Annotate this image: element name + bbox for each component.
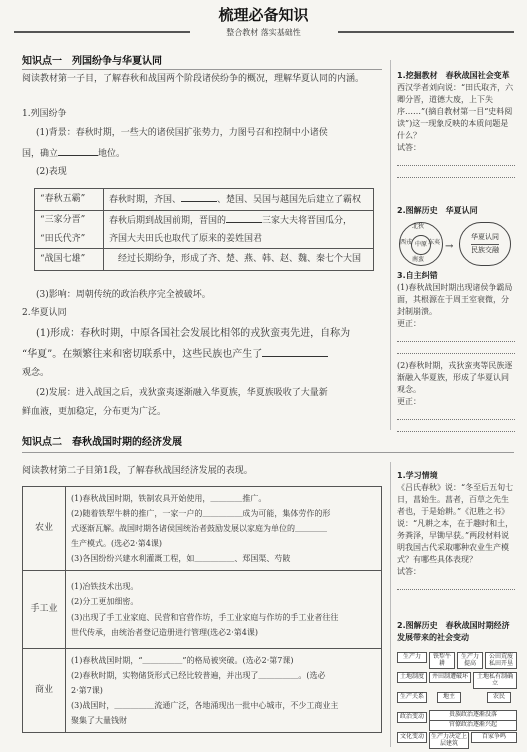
center-circle: 中原: [411, 235, 431, 255]
fill-blank[interactable]: [181, 192, 217, 202]
page-subtitle: 整合教材 落实基础性: [226, 28, 301, 37]
sidebar-box-3: 3.自主纠错 (1)春秋战国时期出现诸侯争霸局面，其根源在于周王室衰微，分封制崩溃。 更正： (2)春秋时期，戎狄蛮夷等民族逐渐融入华夏族，形成了华夏认同观念。 更正：: [397, 270, 515, 432]
kp1-table: [34, 188, 374, 271]
table-cell: 经过长期纷争，形成了齐、楚、燕、韩、赵、魏、秦七个大国: [104, 249, 374, 271]
kp1-s1-1a: (1)背景：春秋时期，一些大的诸侯国扩张势力，力图号召和控制中小诸侯: [36, 128, 328, 138]
kp1-intro: 阅读教材第一子目，了解春秋和战国两个阶段诸侯纷争的概况，理解华夏认同的内涵。: [22, 74, 365, 84]
kp1-s1-2: (2)表现: [36, 167, 67, 177]
fill-blank[interactable]: [262, 347, 328, 357]
kp1-s2-1c: 观念。: [22, 368, 50, 378]
huaxia-diagram: 北狄 南蛮 西戎 东夷 中原 → 华夏认同 民族交融: [397, 220, 517, 268]
fill-blank[interactable]: [226, 213, 262, 223]
kp1-s1-1-line2: 国，确立 地位。: [22, 146, 125, 161]
kp1-s1-3: (3)影响：周朝传统的政治秩序完全被破坏。: [36, 290, 211, 300]
kp1-s2-1-line2: “华夏”。在频繁往来和密切联系中，这些民族也产生了: [22, 347, 328, 363]
page-title: 梳理必备知识: [218, 6, 309, 24]
arrow-icon: →: [445, 241, 454, 252]
table-key: 商业: [23, 649, 66, 733]
table-key: 手工业: [23, 571, 66, 649]
kp1-rule: [22, 69, 382, 70]
column-divider-2: [390, 462, 391, 747]
answer-line[interactable]: [397, 578, 515, 590]
column-divider: [390, 60, 391, 430]
kp1-s2-2b: 鲜血液，更加稳定，分布更为广泛。: [22, 407, 167, 417]
table-cell: (1)春秋战国时期，“＿＿＿＿＿”的格局被突破。(选必2·第7课) (2)春秋时期，实物储货形式已经比较普遍，并出现了＿＿＿＿＿。(选必 2·第7课) (3)战国时，＿＿＿＿＿流通广泛，各地涌现出一批中心城市，不少工商业主 聚集了大量钱财: [66, 649, 382, 733]
table-cell: 春秋时期，齐国、 、楚国、吴国与越国先后建立了霸权: [104, 189, 374, 211]
answer-line[interactable]: [397, 330, 515, 342]
answer-line[interactable]: [397, 166, 515, 178]
fill-blank[interactable]: [58, 146, 98, 156]
table-cell: (1)春秋战国时期，铁制农具开始使用，＿＿＿＿推广。 (2)随着铁犁牛耕的推广，一家一户的＿＿＿＿＿成为可能，集体劳作的形 式逐渐瓦解。战国时期各诸侯国统治者鼓励发展以家庭为单位的＿＿＿＿ 生产模式。(选必2·第4课) (3)各国纷纷兴建水利灌溉工程，如＿＿＿＿＿、郑国渠、芍陂: [66, 487, 382, 571]
kp1-s2: 2.华夏认同: [22, 308, 67, 318]
table-cell: 春秋后期到战国前期，晋国的 三家大夫将晋国瓜分，: [104, 211, 374, 231]
kp1-title: 知识点一 列国纷争与华夏认同: [22, 56, 162, 67]
table-cell: (1)冶铁技术出现。 (2)分工更加细密。 (3)出现了手工业家庭、民营和官营作坊，手工业家庭与作坊的手工业者往往 世代传承，由统治者登记造册进行管理(选必2·第4课): [66, 571, 382, 649]
sidebar-box-2: 2.图解历史 华夏认同: [397, 206, 478, 215]
table-cell: 齐国大夫田氏也取代了原来的姜姓国君: [104, 231, 374, 249]
answer-line[interactable]: [397, 154, 515, 166]
kp1-s2-2a: (2)发展：进入战国之后，戎狄蛮夷逐渐融入华夏族，华夏族吸收了大量新: [36, 388, 328, 398]
table-key: “三家分晋”: [35, 211, 104, 231]
answer-line[interactable]: [397, 342, 515, 354]
kp1-s1: 1.列国纷争: [22, 109, 67, 119]
kp2-intro: 阅读教材第二子目第1段，了解春秋战国经济发展的表现。: [22, 466, 253, 476]
answer-line[interactable]: [397, 420, 515, 432]
sidebar-box-4: 1.学习情境 《吕氏春秋》说：“冬至后五旬七日，菖始生。菖者，百草之先生者也，于是始耕。”《氾胜之书》说：“凡耕之本，在于趣时和土，务粪泽，早锄早获。”两段材料说明我国古代采取哪种农业生产模式？有哪些具体表现？ 试答：: [397, 470, 515, 590]
table-key: 农业: [23, 487, 66, 571]
sidebar-box-1: 1.挖掘教材 春秋战国社会变革 西汉学者刘向说：“田氏取齐，六卿分晋，道德大废，上下失序……”(摘自教材第一目“史料阅读”)这一现象反映的本质问题是什么？ 试答：: [397, 70, 515, 178]
kp2-table: [22, 486, 382, 733]
economy-flowchart: 生产力 铁犁牛耕 生产力提高 公田荒废私田开垦 土地制度 井田制遭破坏 土地私有制确立 生产关系 地主 农民 政治变动 贵族政治逐渐没落 官僚政治逐渐兴起 文化变动 生产力决定上层建筑 百家争鸣: [397, 652, 517, 748]
answer-line[interactable]: [397, 408, 515, 420]
table-key: “战国七雄”: [35, 249, 104, 271]
table-key: “田氏代齐”: [35, 231, 104, 249]
kp2-rule: [22, 452, 514, 453]
table-key: “春秋五霸”: [35, 189, 104, 211]
kp2-title: 知识点二 春秋战国时期的经济发展: [22, 437, 182, 448]
kp1-s2-1a: (1)形成：春秋时期，中原各国社会发展比相邻的戎狄蛮夷先进，自称为: [36, 328, 351, 339]
result-ellipse: 华夏认同 民族交融: [459, 222, 511, 266]
sidebar-box-5: 2.图解历史 春秋战国时期经济发展带来的社会变动: [397, 621, 510, 642]
